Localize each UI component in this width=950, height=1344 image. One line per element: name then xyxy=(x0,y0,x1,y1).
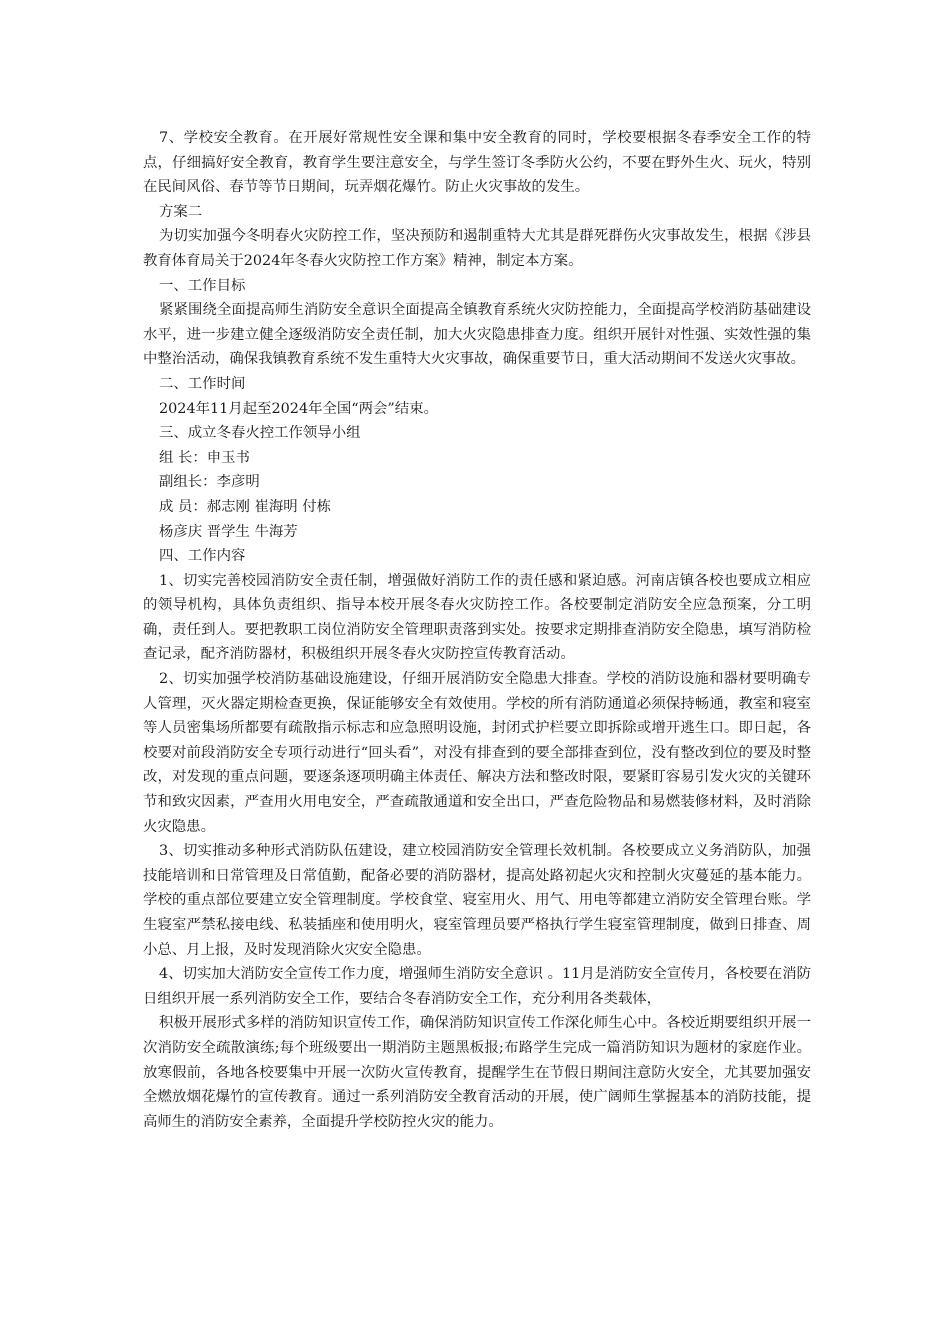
paragraph-work-time: 2024年11月起至2024年全国“两会”结束。 xyxy=(159,400,438,417)
heading-leadership-group: 三、成立冬春火控工作领导小组 xyxy=(159,425,361,442)
paragraph-item-4-continued: 积极开展形式多样的消防知识宣传工作，确保消防知识宣传工作深化师生心中。各校近期要组织开展一次消防安全疏散演练;每个班级要出一期消防主题黑板报;布路学生完成一篇消防知识为题材的家庭作业。放寒假前，各地各校要集中开展一次防火宣传教育，提醒学生在节假日期间注意防火安全，尤其要加强安全燃放烟花爆竹的宣传教育。通过一系列消防安全教育活动的开展，使广阔师生掌握基本的消防技能，提高师生的消防安全素养，全面提升学校防控火灾的能力。 xyxy=(143,1015,811,1130)
paragraph-item-4: 4、切实加大消防安全宣传工作力度，增强师生消防安全意识 。11月是消防安全宣传月，各校要在消防日组织开展一系列消防安全工作，要结合冬春消防安全工作，充分利用各类载体， xyxy=(143,966,811,1007)
deputy-leader-line: 副组长：李彦明 xyxy=(159,474,260,491)
heading-work-goals: 一、工作目标 xyxy=(159,277,246,294)
document-page xyxy=(143,126,811,1134)
paragraph-item-3: 3、切实推动多种形式消防队伍建设，建立校园消防安全管理长效机制。各校要成立义务消防队，加强技能培训和日常管理及日常值勤，配备必要的消防器材，提高处路初起火灾和控制火灾蔓延的基本能力。学校的重点部位要建立安全管理制度。学校食堂、寝室用火、用气、用电等都建立消防安全管理台账。学生寝室严禁私接电线、私装插座和使用明火，寝室管理员要严格执行学生寝室管理制度，做到日排查、周小总、月上报，及时发现消除火灾安全隐患。 xyxy=(143,843,811,958)
paragraph-item-2: 2、切实加强学校消防基础设施建设，仔细开展消防安全隐患大排查。学校的消防设施和器材要明确专人管理，灭火器定期检查更换，保证能够安全有效使用。学校的所有消防通道必须保持畅通，教室和寝室等人员密集场所都要有疏散指示标志和应急照明设施，封闭式护栏要立即拆除或增开逃生口。即日起，各校要对前段消防安全专项行动进行“回头看”，对没有排查到的要全部排查到位，没有整改到位的要及时整改，对发现的重点问题，要逐条逐项明确主体责任、解决方法和整改时限，要紧盯容易引发火灾的关键环节和致灾因素，严查用火用电安全，严查疏散通道和安全出口，严查危险物品和易燃装修材料，及时消除火灾隐患。 xyxy=(143,671,811,835)
heading-work-time: 二、工作时间 xyxy=(159,375,246,392)
heading-work-content: 四、工作内容 xyxy=(159,548,246,565)
members-line: 成 员：郝志刚 崔海明 付栋 xyxy=(159,498,332,515)
paragraph-plan-intro: 为切实加强今冬明春火灾防控工作，坚决预防和遏制重特大尤其是群死群伤火灾事故发生，根据《涉县教育体育局关于2024年冬春火灾防控工作方案》精神，制定本方案。 xyxy=(143,228,811,269)
heading-plan-two: 方案二 xyxy=(159,203,203,220)
group-leader-line: 组 长：申玉书 xyxy=(159,449,250,466)
paragraph-item-1: 1、切实完善校园消防安全责任制，增强做好消防工作的责任感和紧迫感。河南店镇各校也要成立相应的领导机构，具体负责组织、指导本校开展冬春火灾防控工作。各校要制定消防安全应急预案，分工明确，责任到人。要把教职工岗位消防安全管理职责落到实处。按要求定期排查消防安全隐患，填写消防检查记录，配齐消防器材，积极组织开展冬春火灾防控宣传教育活动。 xyxy=(143,572,811,663)
paragraph-school-safety-education: 7、学校安全教育。在开展好常规性安全课和集中安全教育的同时，学校要根据冬春季安全工作的特点，仔细搞好安全教育，教育学生要注意安全，与学生签订冬季防火公约，不要在野外生火、玩火，特别在民间风俗、春节等节日期间，玩弄烟花爆竹。防止火灾事故的发生。 xyxy=(143,130,811,196)
paragraph-work-goals: 紧紧围绕全面提高师生消防安全意识全面提高全镇教育系统火灾防控能力，全面提高学校消防基础建设水平，进一步建立健全逐级消防安全责任制，加大火灾隐患排查力度。组织开展针对性强、实效性强的集中整治活动，确保我镇教育系统不发生重特大火灾事故，确保重要节日，重大活动期间不发送火灾事故。 xyxy=(143,302,811,368)
members-line-continued: 杨彦庆 晋学生 牛海芳 xyxy=(159,523,298,540)
